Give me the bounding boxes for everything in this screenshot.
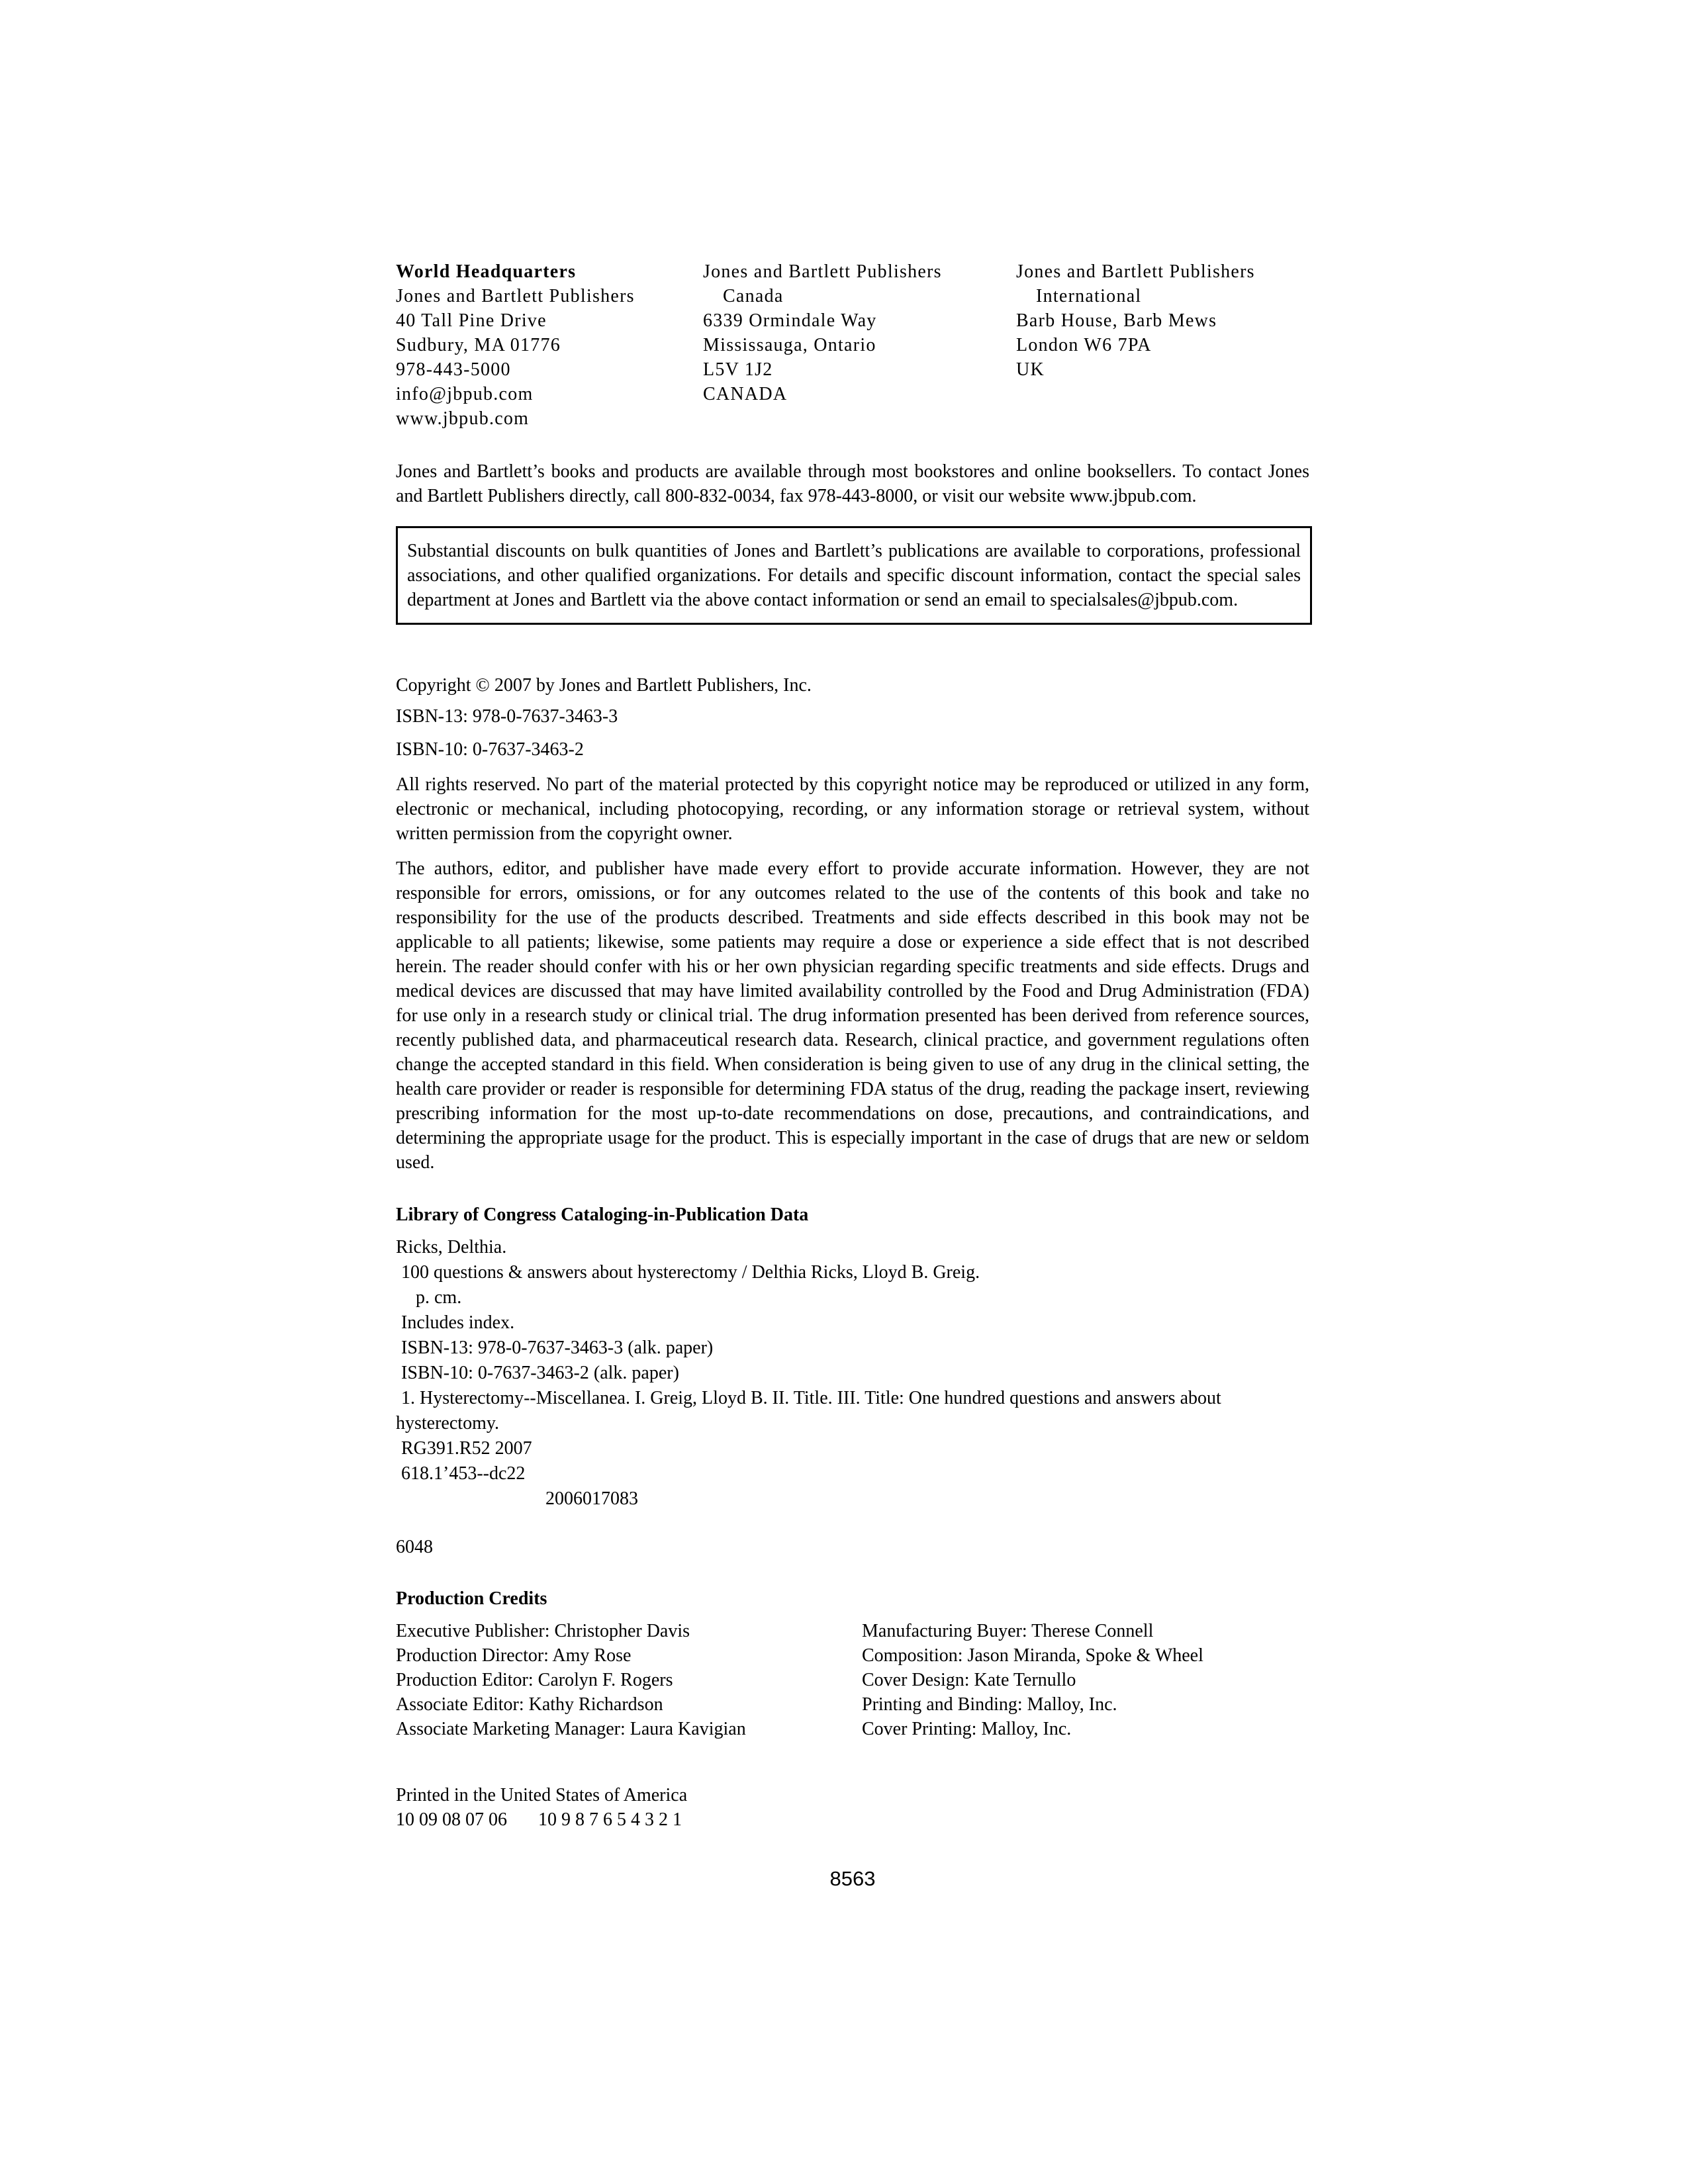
publisher-name: Jones and Bartlett Publishers <box>396 286 635 306</box>
loc-includes-index-line: Includes index. <box>401 1312 515 1333</box>
impression-numbers: 10 9 8 7 6 5 4 3 2 1 <box>538 1809 682 1830</box>
credit-associate-marketing-manager: Associate Marketing Manager: Laura Kavigian <box>396 1719 746 1739</box>
loc-subject-entry-line: 1. Hysterectomy--Miscellanea. I. Greig, Lloyd B. II. Title. III. Title: One hundred questions and answers about hysterectomy. <box>396 1388 1221 1433</box>
order-number: 6048 <box>396 1537 433 1557</box>
impression-line <box>396 1807 1309 1832</box>
page-content <box>396 0 1309 2184</box>
loc-lccn-number: 2006017083 <box>545 1488 638 1509</box>
loc-isbn10-line: ISBN-10: 0-7637-3463-2 (alk. paper) <box>401 1363 679 1383</box>
credit-composition: Composition: Jason Miranda, Spoke & Wheel <box>862 1645 1203 1666</box>
impression-years: 10 09 08 07 06 <box>396 1809 507 1830</box>
publisher-addresses <box>396 259 1309 445</box>
publisher-name: Jones and Bartlett Publishers <box>1016 261 1255 282</box>
medical-disclaimer-paragraph: The authors, editor, and publisher have made every effort to provide accurate information. However, they are not responsible for errors, omissions, or for any outcomes related to the use of the contents of this book and take no responsibility for the use of the products described. Treatments and side effects described in this book may not be applicable to all patients; likewise, some patients may require a dose or experience a side effect that is not described herein. The reader should confer with his or her own physician regarding specific treatments and side effects. Drugs and medical devices are discussed that may have limited availability controlled by the Food and Drug Administration (FDA) for use only in a research study or clinical trial. The drug information presented has been derived from reference sources, recently published data, and pharmaceutical research data. Research, clinical practice, and government regulations often change the accepted standard in this field. When consideration is being given to use of any drug in the clinical setting, the health care provider or reader is responsible for determining FDA status of the drug, reading the package insert, reviewing prescribing information for the most up-to-date recommendations on dose, precautions, and contraindications, and determining the appropriate usage for the product. This is especially important in the case of drugs that are new or seldom used. <box>396 858 1309 1173</box>
loc-dewey-number-line: 618.1’453--dc22 <box>401 1463 526 1484</box>
credit-production-director: Production Director: Amy Rose <box>396 1645 632 1666</box>
phone-number: 978-443-5000 <box>396 359 511 380</box>
address-city: Mississauga, Ontario <box>703 335 876 355</box>
copyright-line: Copyright © 2007 by Jones and Bartlett Publishers, Inc. <box>396 675 812 696</box>
address-postal-code: L5V 1J2 <box>703 359 773 380</box>
credit-cover-design: Cover Design: Kate Ternullo <box>862 1670 1076 1690</box>
credit-cover-printing: Cover Printing: Malloy, Inc. <box>862 1719 1072 1739</box>
loc-title-line: 100 questions & answers about hysterectomy / Delthia Ricks, Lloyd B. Greig. <box>401 1262 980 1283</box>
loc-heading: Library of Congress Cataloging-in-Publication Data <box>396 1205 809 1225</box>
loc-isbn13-line: ISBN-13: 978-0-7637-3463-3 (alk. paper) <box>401 1338 714 1358</box>
address-country: UK <box>1016 359 1045 380</box>
address-street: 40 Tall Pine Drive <box>396 310 547 331</box>
credit-associate-editor: Associate Editor: Kathy Richardson <box>396 1694 663 1715</box>
credit-production-editor: Production Editor: Carolyn F. Rogers <box>396 1670 673 1690</box>
publisher-region: Canada <box>723 286 784 306</box>
contact-paragraph: Jones and Bartlett’s books and products are available through most bookstores and online booksellers. To contact Jones and Bartlett Publishers directly, call 800-832-0034, fax 978-443-8000, or visit our website www.jbpub.com. <box>396 461 1309 506</box>
discount-notice-box <box>396 526 1312 625</box>
all-rights-reserved-paragraph: All rights reserved. No part of the material protected by this copyright notice may be reproduced or utilized in any form, electronic or mechanical, including photocopying, recording, or any information storage or retrieval system, without written permission from the copyright owner. <box>396 774 1309 844</box>
publisher-world-headquarters <box>396 259 635 431</box>
address-city: Sudbury, MA 01776 <box>396 335 561 355</box>
address-city: London W6 7PA <box>1016 335 1152 355</box>
production-credits-right-column <box>862 1619 1203 1741</box>
world-headquarters-title: World Headquarters <box>396 261 577 282</box>
website-url: www.jbpub.com <box>396 408 530 429</box>
loc-pcm-line: p. cm. <box>416 1287 462 1308</box>
publisher-international <box>1016 259 1255 382</box>
production-credits-heading: Production Credits <box>396 1588 547 1609</box>
loc-author-line: Ricks, Delthia. <box>396 1237 507 1257</box>
job-number: 8563 <box>829 1867 876 1890</box>
loc-cataloging-block <box>396 1235 1309 1512</box>
isbn13-line: ISBN-13: 978-0-7637-3463-3 <box>396 706 618 727</box>
publisher-canada <box>703 259 942 406</box>
credit-executive-publisher: Executive Publisher: Christopher Davis <box>396 1621 690 1641</box>
credit-manufacturing-buyer: Manufacturing Buyer: Therese Connell <box>862 1621 1154 1641</box>
publisher-region: International <box>1036 286 1142 306</box>
loc-call-number-line: RG391.R52 2007 <box>401 1438 532 1459</box>
address-street: 6339 Ormindale Way <box>703 310 877 331</box>
address-country: CANADA <box>703 384 788 404</box>
production-credits-left-column <box>396 1619 746 1741</box>
address-street: Barb House, Barb Mews <box>1016 310 1217 331</box>
publisher-name: Jones and Bartlett Publishers <box>703 261 942 282</box>
printed-in-usa-line: Printed in the United States of America <box>396 1785 688 1805</box>
email-address: info@jbpub.com <box>396 384 534 404</box>
discount-notice-text: Substantial discounts on bulk quantities of Jones and Bartlett’s publications are available to corporations, professional associations, and other qualified organizations. For details and specific discount information, contact the special sales department at Jones and Bartlett via the above contact information or send an email to specialsales@jbpub.com. <box>407 541 1301 610</box>
credit-printing-binding: Printing and Binding: Malloy, Inc. <box>862 1694 1117 1715</box>
isbn10-line: ISBN-10: 0-7637-3463-2 <box>396 739 584 760</box>
